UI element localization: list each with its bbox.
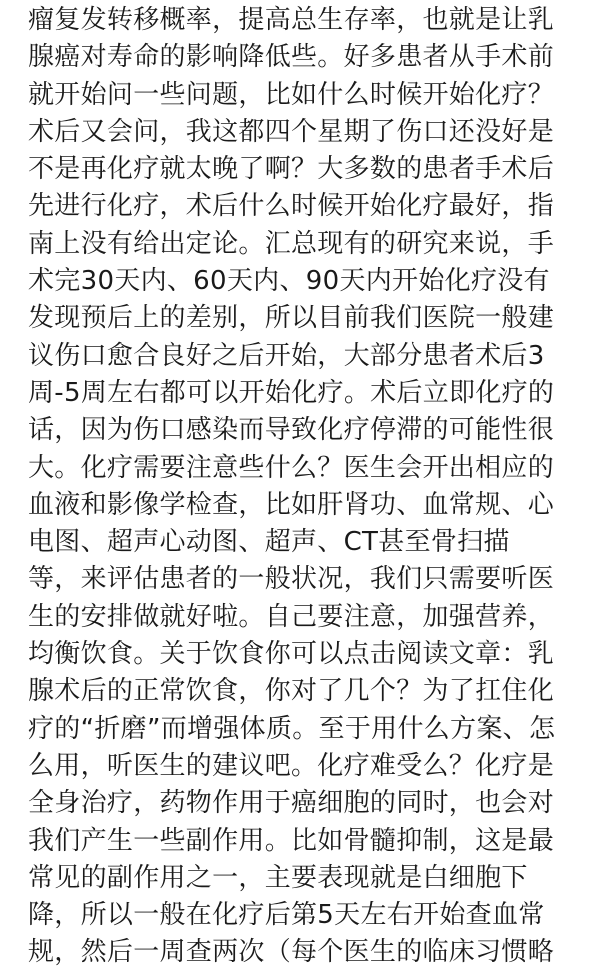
text-line: 血液和影像学检查，比如肝肾功、血常规、心	[28, 489, 555, 520]
text-line: 降，所以一般在化疗后第5天左右开始查血常	[28, 900, 545, 931]
text-line: 先进行化疗，术后什么时候开始化疗最好，指	[28, 191, 555, 222]
text-line: 么用，听医生的建议吧。化疗难受么？化疗是	[28, 750, 555, 781]
text-line: 周-5周左右都可以开始化疗。术后立即化疗的	[28, 377, 555, 408]
text-line: 议伤口愈合良好之后开始，大部分患者术后3	[28, 340, 545, 371]
text-line: 术完30天内、60天内、90天内开始化疗没有	[28, 266, 550, 297]
text-line: 术后又会问，我这都四个星期了伤口还没好是	[28, 116, 555, 147]
text-line: 南上没有给出定论。汇总现有的研究来说，手	[28, 228, 555, 259]
text-line: 电图、超声心动图、超声、CT甚至骨扫描	[28, 527, 510, 558]
text-line: 大。化疗需要注意些什么？医生会开出相应的	[28, 452, 555, 483]
text-line: 腺术后的正常饮食，你对了几个？为了扛住化	[28, 676, 555, 707]
text-line: 生的安排做就好啦。自己要注意，加强营养，	[28, 601, 555, 632]
text-line: 常见的副作用之一，主要表现就是白细胞下	[28, 862, 528, 893]
text-line: 等，来评估患者的一般状况，我们只需要听医	[28, 564, 555, 595]
text-line: 腺癌对寿命的影响降低些。好多患者从手术前	[28, 42, 555, 73]
text-line: 瘤复发转移概率，提高总生存率，也就是让乳	[28, 5, 555, 35]
text-line: 就开始问一些问题，比如什么时候开始化疗？	[28, 79, 555, 110]
text-line: 疗的“折磨”而增强体质。至于用什么方案、怎	[28, 713, 556, 744]
text-line: 均衡饮食。关于饮食你可以点击阅读文章：乳	[28, 639, 555, 670]
text-line: 话，因为伤口感染而导致化疗停滞的可能性很	[28, 415, 555, 446]
text-line: 不是再化疗就太晚了啊？大多数的患者手术后	[28, 154, 555, 185]
text-line: 我们产生一些副作用。比如骨髓抑制，这是最	[28, 825, 555, 856]
text-line: 全身治疗，药物作用于癌细胞的同时，也会对	[28, 788, 555, 819]
text-line: 发现预后上的差别，所以目前我们医院一般建	[28, 303, 555, 334]
text-line: 规，然后一周查两次（每个医生的临床习惯略	[28, 937, 555, 968]
